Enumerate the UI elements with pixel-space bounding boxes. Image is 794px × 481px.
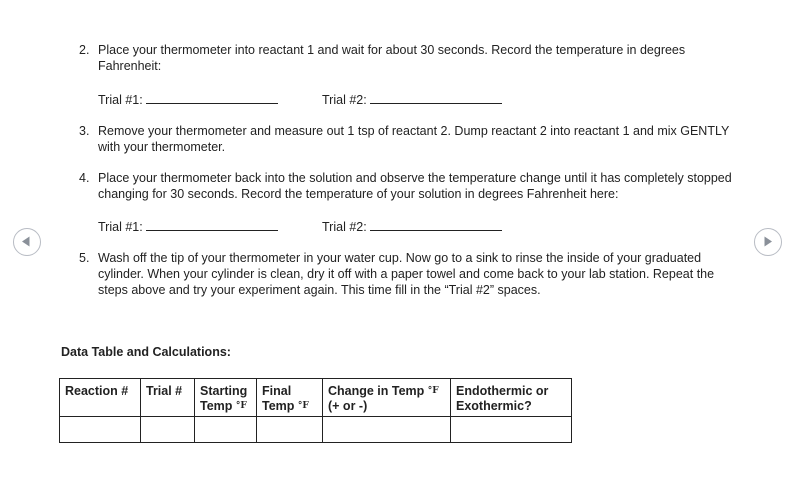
- step-number: 2.: [79, 43, 90, 57]
- data-table: [59, 378, 572, 443]
- col-trial-number: Trial #: [141, 379, 195, 417]
- step-number: 4.: [79, 171, 90, 185]
- trial-1-field[interactable]: [98, 91, 278, 108]
- answer-blank[interactable]: [146, 91, 278, 104]
- answer-blank[interactable]: [370, 218, 502, 231]
- col-change-in-temp: Change in Temp °F (+ or -): [323, 379, 451, 417]
- table-cell[interactable]: [195, 417, 257, 443]
- step-text: Place your thermometer back into the solution and observe the temperature change until it has completely stopped changing for 30 seconds. Record the temperature of your solution in degrees Fahrenheit here:: [98, 171, 732, 201]
- col-final-temp: Final Temp °F: [257, 379, 323, 417]
- trial-label: Trial #1:: [98, 220, 143, 234]
- next-page-button[interactable]: [754, 228, 782, 256]
- col-starting-temp: Starting Temp °F: [195, 379, 257, 417]
- table-cell[interactable]: [60, 417, 141, 443]
- chevron-right-icon: [755, 229, 780, 254]
- data-table-heading: Data Table and Calculations:: [61, 345, 231, 359]
- table-cell[interactable]: [257, 417, 323, 443]
- trial-2-field[interactable]: [322, 91, 502, 108]
- chevron-left-icon: [14, 229, 39, 254]
- step-number: 5.: [79, 251, 90, 265]
- step-text: Remove your thermometer and measure out 1 tsp of reactant 2. Dump reactant 2 into reactant 1 and mix GENTLY with your thermometer.: [98, 124, 730, 154]
- table-cell[interactable]: [451, 417, 572, 443]
- table-header-row: [60, 379, 572, 417]
- previous-page-button[interactable]: [13, 228, 41, 256]
- table-row: [60, 417, 572, 443]
- step-text: Wash off the tip of your thermometer in your water cup. Now go to a sink to rinse the inside of your graduated cylinder. When your cylinder is clean, dry it off with a paper towel and come back to your lab station. Repeat the steps above and try your experiment again. This time fill in the “Trial #2” spaces.: [98, 251, 715, 297]
- trial-label: Trial #2:: [322, 220, 367, 234]
- trial-2-field[interactable]: [322, 218, 502, 235]
- step-text: Place your thermometer into reactant 1 and wait for about 30 seconds. Record the temperature in degrees Fahrenheit:: [98, 43, 686, 73]
- step-number: 3.: [79, 124, 90, 138]
- answer-blank[interactable]: [370, 91, 502, 104]
- col-endo-exo: Endothermic or Exothermic?: [451, 379, 572, 417]
- table-cell[interactable]: [141, 417, 195, 443]
- col-reaction-number: Reaction #: [60, 379, 141, 417]
- trial-1-field[interactable]: [98, 218, 278, 235]
- trial-label: Trial #2:: [322, 93, 367, 107]
- table-cell[interactable]: [323, 417, 451, 443]
- trial-label: Trial #1:: [98, 93, 143, 107]
- answer-blank[interactable]: [146, 218, 278, 231]
